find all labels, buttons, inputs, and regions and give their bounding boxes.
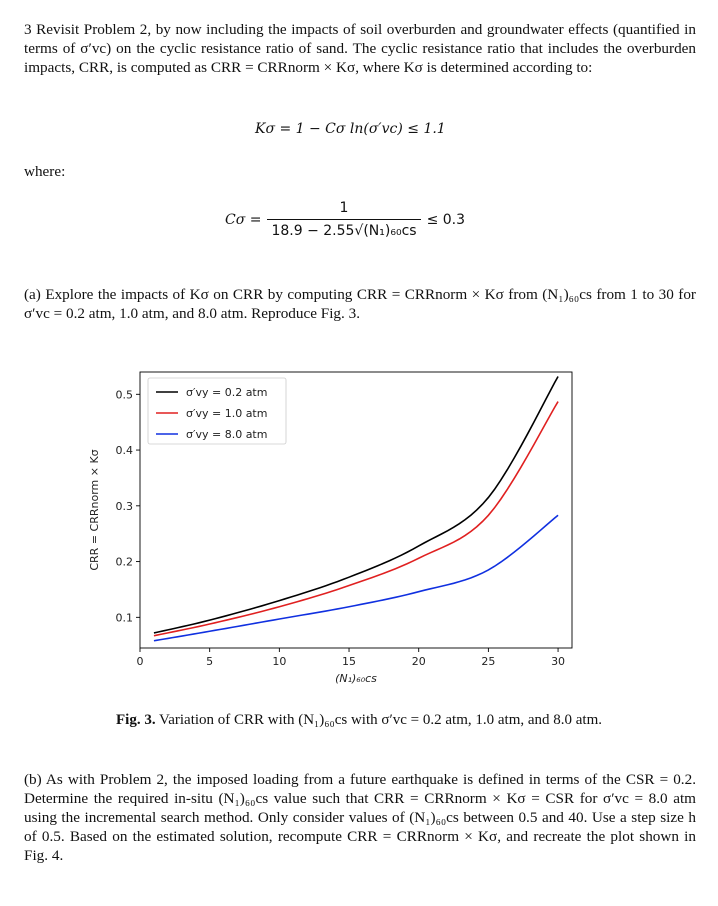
x-tick-label: 5 [206, 655, 214, 668]
figure-caption-label: Fig. 3. [115, 712, 156, 728]
x-axis-label: (N₁)₆₀cs [335, 672, 377, 685]
x-tick-label: 0 [136, 655, 144, 668]
legend-label: σ′vy = 1.0 atm [186, 407, 268, 420]
equation-denominator: 18.9 − 2.55√(N₁)₆₀cs [267, 219, 420, 239]
equation-c-sigma-fraction [267, 200, 420, 239]
where-label: where: [24, 163, 66, 180]
y-axis-label: CRR = CRRnorm × Kσ [88, 449, 101, 571]
equation-c-sigma-lhs: Cσ = [225, 211, 262, 228]
y-tick-label: 0.1 [115, 611, 133, 625]
equation-numerator: 1 [339, 200, 349, 216]
equation-k-sigma-text: Kσ = 1 − Cσ ln(σ′vc) ≤ 1.1 [255, 121, 446, 137]
legend-label: σ′vy = 8.0 atm [186, 428, 268, 441]
crr-chart [80, 360, 600, 700]
y-tick-label: 0.5 [115, 388, 133, 402]
y-tick-label: 0.3 [115, 499, 133, 513]
problem-intro: 3 Revisit Problem 2, by now including the impacts of soil overburden and groundwater effects (quantified in terms of σ′vc) on the cyclic resistance ratio of sand. The cyclic resistance ratio that includes the overburden impacts, CRR, is computed as CRR = CRRnorm × Kσ, where Kσ is determined according to: [24, 21, 696, 76]
figure-caption-text: Variation of CRR with (N₁)₆₀cs with σ′vc = 0.2 atm, 1.0 atm, and 8.0 atm. [155, 712, 603, 728]
x-tick-label: 25 [481, 655, 496, 668]
figure-caption [0, 712, 718, 729]
x-tick-label: 20 [411, 655, 426, 668]
legend-label: σ′vy = 0.2 atm [186, 386, 268, 399]
y-tick-label: 0.4 [115, 444, 133, 458]
series-line-2 [154, 515, 558, 640]
equation-c-sigma [225, 200, 465, 239]
equation-c-sigma-rhs: ≤ 0.3 [426, 211, 466, 228]
x-tick-label: 30 [551, 655, 566, 668]
y-tick-label: 0.2 [115, 555, 133, 569]
x-tick-label: 15 [342, 655, 357, 668]
part-a-text: (a) Explore the impacts of Kσ on CRR by computing CRR = CRRnorm × Kσ from (N₁)₆₀cs from 1 to 30 for σ′vc = 0.2 atm, 1.0 atm, and 8.0 atm. Reproduce Fig. 3. [24, 286, 696, 322]
equation-k-sigma [255, 121, 446, 137]
x-tick-label: 10 [272, 655, 287, 668]
part-b-text: (b) As with Problem 2, the imposed loading from a future earthquake is defined in terms of the CSR = 0.2. Determine the required in-situ (N₁)₆₀cs value such that CRR = CRRnorm × Kσ = CSR for σ′vc = 8.0 atm using the incremental search method. Only consider values of (N₁)₆₀cs between 0.5 and 40. Use a step size h of 0.5. Based on the estimated solution, recompute CRR = CRRnorm × Kσ, and recreate the plot shown in Fig. 4. [24, 771, 696, 864]
